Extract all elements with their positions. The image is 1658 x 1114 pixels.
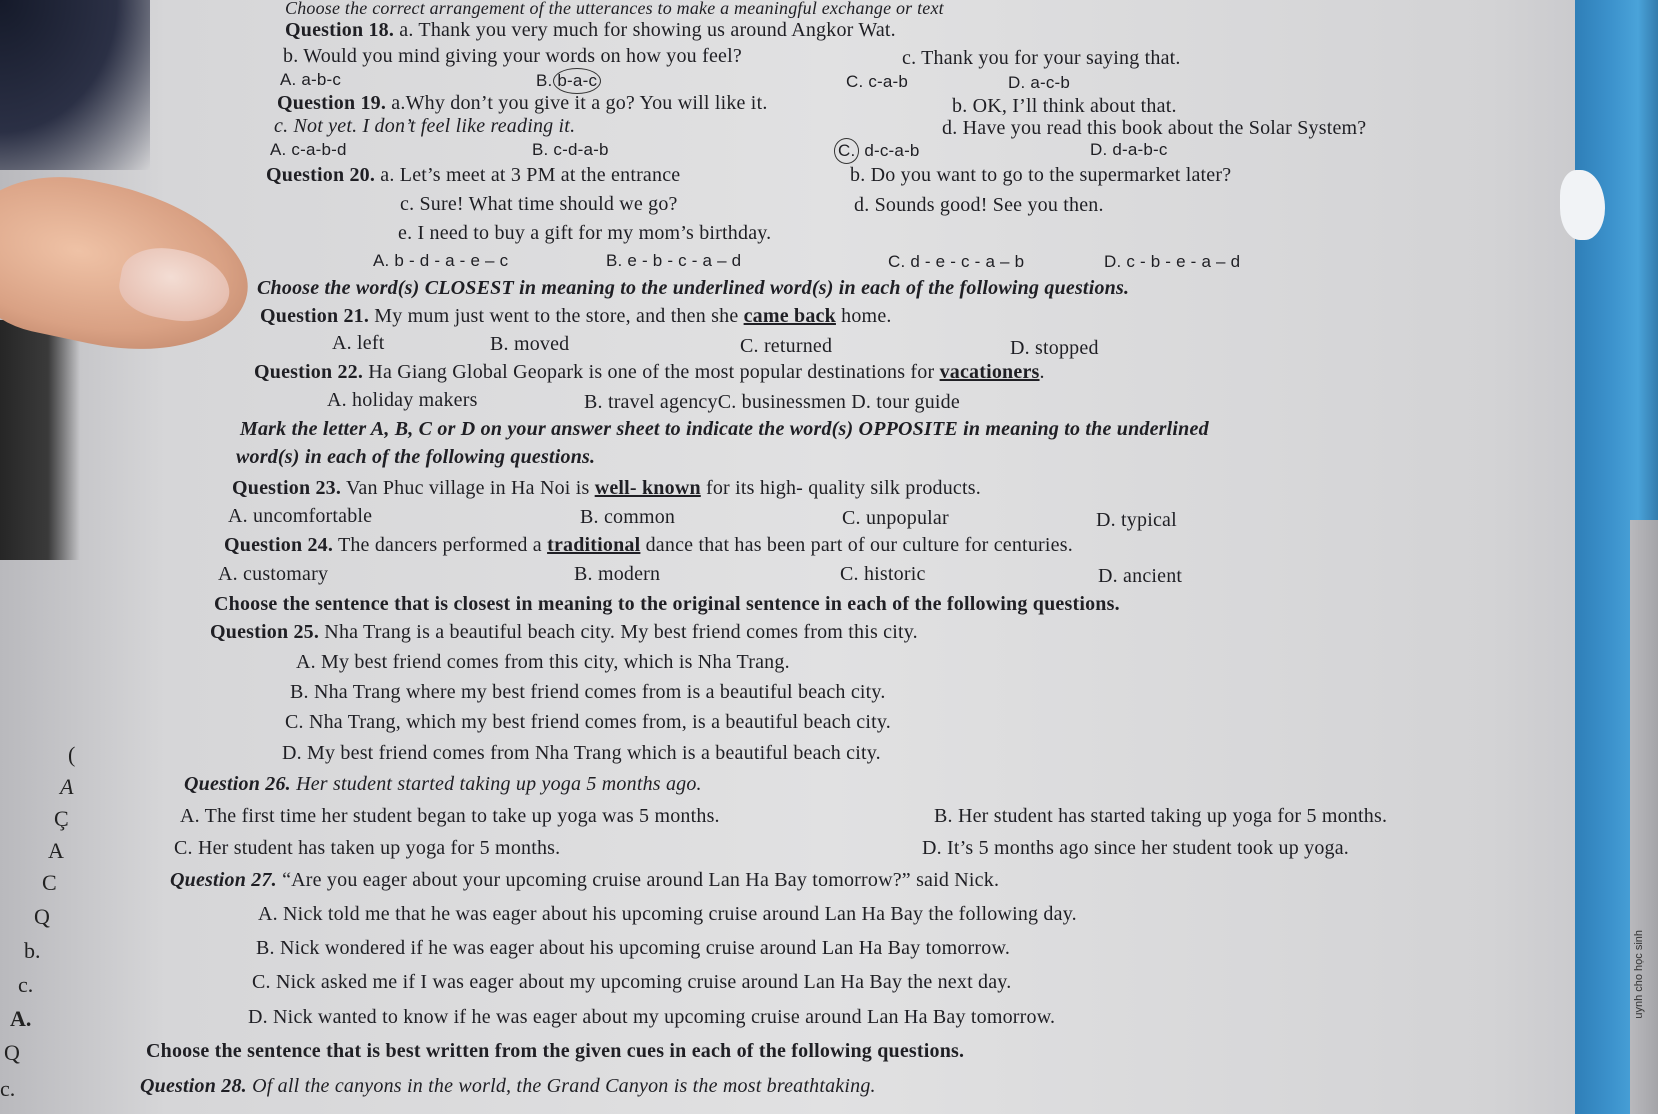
q18-answer-b-letter: B. xyxy=(536,71,553,90)
q20-label: Question 20. xyxy=(266,164,376,186)
q19-label: Question 19. xyxy=(277,92,387,114)
q24-text-pre: The dancers performed a xyxy=(337,534,542,556)
q25-label: Question 25. xyxy=(210,621,320,643)
q23-text-post: for its high- quality silk products. xyxy=(706,477,981,499)
book-spine xyxy=(1630,520,1658,1114)
q20-line-e: e. I need to buy a gift for my mom’s birthday. xyxy=(398,222,772,244)
q27-label: Question 27. xyxy=(170,869,277,891)
q21-underlined-word: came back xyxy=(743,305,836,327)
q22-text-post: . xyxy=(1039,361,1045,383)
q23-text-pre: Van Phuc village in Ha Noi is xyxy=(345,477,590,499)
q27-answer-b: B. Nick wondered if he was eager about his upcoming cruise around Lan Ha Bay tomorrow. xyxy=(256,937,1011,959)
q23-stem xyxy=(232,476,981,500)
q20-answer-c: C. d - e - c - a – b xyxy=(888,252,1025,271)
q26-answer-d: D. It’s 5 months ago since her student took up yoga. xyxy=(922,837,1350,859)
q22-underlined-word: vacationers xyxy=(939,361,1040,383)
margin-letter: c. xyxy=(18,972,34,997)
q21-answer-c: C. returned xyxy=(740,335,833,357)
q22-answer-a: A. holiday makers xyxy=(327,389,478,411)
q18-line-c: c. Thank you for your saying that. xyxy=(902,47,1181,69)
q27-answer-d: D. Nick wanted to know if he was eager about my upcoming cruise around Lan Ha Bay tomorrow. xyxy=(248,1006,1056,1028)
q20-answer-a: A. b - d - a - e – c xyxy=(373,251,509,270)
section-intro-opposite-1: Mark the letter A, B, C or D on your answer sheet to indicate the word(s) OPPOSITE in meaning to the underlined xyxy=(240,418,1209,440)
q22-answers-bcd: B. travel agencyC. businessmen D. tour guide xyxy=(584,391,960,413)
spine-text: uynh cho học sinh xyxy=(1633,930,1645,1019)
q18-answer-a: A. a-b-c xyxy=(280,70,342,89)
q27-text: “Are you eager about your upcoming cruise around Lan Ha Bay tomorrow?” said Nick. xyxy=(282,869,1000,891)
q27-stem xyxy=(170,868,999,892)
q21-answer-d: D. stopped xyxy=(1010,337,1099,359)
q20-answer-d: D. c - b - e - a – d xyxy=(1104,252,1241,271)
margin-letter: ( xyxy=(68,742,76,767)
q26-answer-b: B. Her student has started taking up yoga for 5 months. xyxy=(934,805,1388,827)
q26-text: Her student started taking up yoga 5 months ago. xyxy=(296,773,702,795)
margin-letter: C xyxy=(42,870,57,895)
q21-answer-a: A. left xyxy=(332,332,385,354)
q27-answer-a: A. Nick told me that he was eager about his upcoming cruise around Lan Ha Bay the following day. xyxy=(258,903,1077,925)
section-intro-arrangement: Choose the correct arrangement of the utterances to make a meaningful exchange or text xyxy=(285,0,944,18)
q26-answer-a: A. The first time her student began to take up yoga was 5 months. xyxy=(180,805,720,827)
q19-stem xyxy=(277,91,768,115)
q19-answer-d: D. d-a-b-c xyxy=(1090,140,1168,159)
margin-letter: A. xyxy=(10,1006,32,1031)
q24-label: Question 24. xyxy=(224,534,334,556)
q23-answer-a: A. uncomfortable xyxy=(228,505,373,527)
dark-background-corner xyxy=(0,0,150,170)
margin-letter: A xyxy=(48,838,64,863)
q19-option-a: a.Why don’t you give it a go? You will like it. xyxy=(391,92,768,114)
q27-answer-c: C. Nick asked me if I was eager about my upcoming cruise around Lan Ha Bay the next day. xyxy=(252,971,1012,993)
margin-letter: Ç xyxy=(54,806,69,831)
q18-option-a: a. Thank you very much for showing us around Angkor Wat. xyxy=(399,19,896,41)
q23-answer-c: C. unpopular xyxy=(842,507,949,529)
q19-answer-c xyxy=(838,138,920,164)
section-intro-sentence: Choose the sentence that is closest in meaning to the original sentence in each of the following questions. xyxy=(214,593,1120,615)
section-intro-opposite-2: word(s) in each of the following questions. xyxy=(236,446,596,468)
q22-text-pre: Ha Giang Global Geopark is one of the most popular destinations for xyxy=(368,361,935,383)
q28-label: Question 28. xyxy=(140,1075,247,1097)
q26-label: Question 26. xyxy=(184,773,291,795)
q25-answer-d: D. My best friend comes from Nha Trang which is a beautiful beach city. xyxy=(282,742,881,764)
q19-line-d: d. Have you read this book about the Solar System? xyxy=(942,117,1367,139)
q18-answer-c: C. c-a-b xyxy=(846,72,909,91)
q24-answer-a: A. customary xyxy=(218,563,329,585)
q25-text: Nha Trang is a beautiful beach city. My best friend comes from this city. xyxy=(324,621,918,643)
q19-answer-c-rest: d-c-a-b xyxy=(864,141,920,160)
q20-line-c: c. Sure! What time should we go? xyxy=(400,193,678,215)
book-cover-edge xyxy=(0,320,80,560)
q18-answer-d: D. a-c-b xyxy=(1008,73,1071,92)
q24-stem xyxy=(224,533,1073,557)
q20-answer-b: B. e - b - c - a – d xyxy=(606,251,742,270)
q19-line-c: c. Not yet. I don’t feel like reading it. xyxy=(274,115,576,137)
q22-stem xyxy=(254,360,1045,384)
q21-label: Question 21. xyxy=(260,305,370,327)
q20-line-d: d. Sounds good! See you then. xyxy=(854,194,1104,216)
margin-letter: c. xyxy=(0,1076,16,1101)
q25-answer-c: C. Nha Trang, which my best friend comes from, is a beautiful beach city. xyxy=(285,711,891,733)
q23-answer-b: B. common xyxy=(580,506,676,528)
section-intro-best-written: Choose the sentence that is best written from the given cues in each of the following questions. xyxy=(146,1040,965,1062)
q19-line-b: b. OK, I’ll think about that. xyxy=(952,95,1177,117)
q24-answer-c: C. historic xyxy=(840,563,926,585)
q25-stem xyxy=(210,620,918,644)
q28-text: Of all the canyons in the world, the Grand Canyon is the most breathtaking. xyxy=(252,1075,876,1097)
q23-answer-d: D. typical xyxy=(1096,509,1177,531)
q21-answer-b: B. moved xyxy=(490,333,570,355)
q26-answer-c: C. Her student has taken up yoga for 5 months. xyxy=(174,837,561,859)
q20-option-a: a. Let’s meet at 3 PM at the entrance xyxy=(380,164,681,186)
q20-stem xyxy=(266,163,680,187)
q25-answer-b: B. Nha Trang where my best friend comes from is a beautiful beach city. xyxy=(290,681,886,703)
q24-answer-d: D. ancient xyxy=(1098,565,1183,587)
margin-letter: A xyxy=(60,774,74,799)
q18-label: Question 18. xyxy=(285,19,395,41)
q28-stem xyxy=(140,1074,876,1098)
q25-answer-a: A. My best friend comes from this city, which is Nha Trang. xyxy=(296,651,790,673)
q22-label: Question 22. xyxy=(254,361,364,383)
q24-answer-b: B. modern xyxy=(574,563,661,585)
q21-text-pre: My mum just went to the store, and then she xyxy=(374,305,739,327)
q21-text-post: home. xyxy=(841,305,892,327)
q24-underlined-word: traditional xyxy=(547,534,641,556)
q19-answer-a: A. c-a-b-d xyxy=(270,140,347,159)
q19-answer-b: B. c-d-a-b xyxy=(532,140,609,159)
q18-answer-b-circled: b-a-c xyxy=(553,68,601,94)
q21-stem xyxy=(260,304,892,328)
q18-line-b: b. Would you mind giving your words on how you feel? xyxy=(283,45,742,67)
q18-stem xyxy=(285,18,896,42)
q23-underlined-word: well- known xyxy=(594,477,701,499)
margin-letter: Q xyxy=(4,1040,20,1065)
q23-label: Question 23. xyxy=(232,477,342,499)
q26-stem xyxy=(184,772,702,796)
q24-text-post: dance that has been part of our culture for centuries. xyxy=(645,534,1073,556)
section-intro-closest: Choose the word(s) CLOSEST in meaning to the underlined word(s) in each of the following questions. xyxy=(257,277,1130,299)
margin-letter: Q xyxy=(34,904,50,929)
q20-line-b: b. Do you want to go to the supermarket later? xyxy=(850,164,1232,186)
q19-answer-c-circled: C. xyxy=(834,138,859,164)
margin-letter: b. xyxy=(24,938,41,963)
